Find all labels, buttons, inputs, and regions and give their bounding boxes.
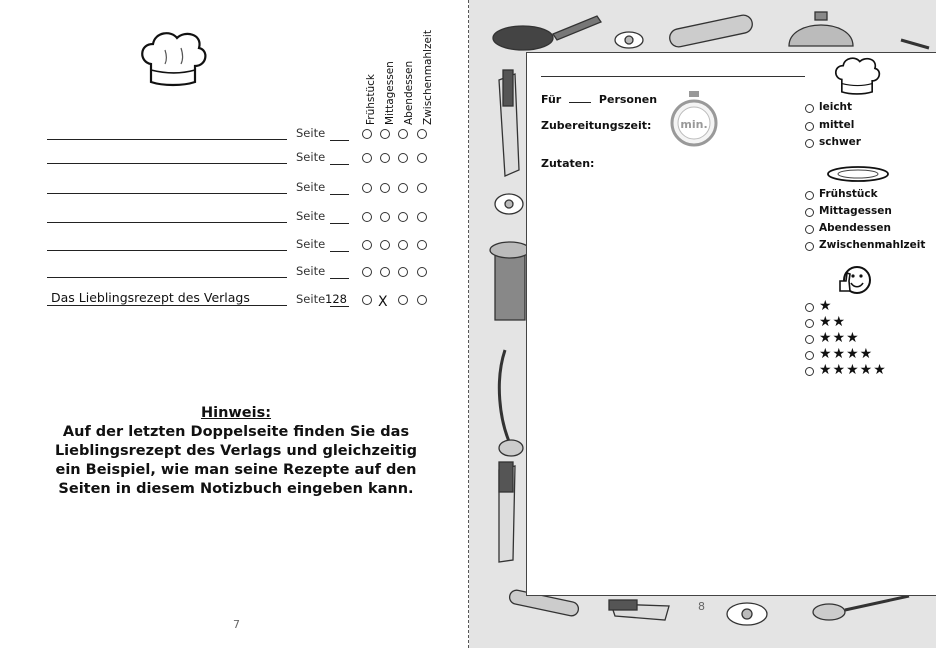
meal-header-snack: Zwischenmahlzeit: [422, 30, 434, 125]
timer-label: min.: [680, 118, 708, 131]
recipe-title-line[interactable]: [47, 163, 287, 164]
recipe-title-line[interactable]: [541, 76, 805, 77]
radio-circle[interactable]: [805, 104, 814, 113]
persons-input-line[interactable]: [569, 102, 591, 103]
plate-icon: [826, 165, 890, 183]
meal-checkbox[interactable]: [380, 153, 390, 163]
index-row: [0, 176, 468, 198]
page-label: Seite: [296, 126, 326, 140]
recipe-title-line[interactable]: [47, 139, 287, 140]
option-label: ★★★: [819, 330, 860, 346]
option-label: Zwischenmahlzeit: [819, 239, 926, 251]
radio-circle[interactable]: [805, 225, 814, 234]
meal-checkbox[interactable]: [417, 153, 427, 163]
meal-checkbox[interactable]: [417, 129, 427, 139]
option-label: mittel: [819, 119, 855, 131]
page-label: Seite: [296, 180, 326, 194]
page-number-line[interactable]: [330, 251, 349, 252]
page-number-line[interactable]: [330, 278, 349, 279]
page-number-left: 7: [233, 618, 240, 631]
page-label: Seite: [296, 150, 326, 164]
meal-checkbox[interactable]: [417, 183, 427, 193]
recipe-title-line[interactable]: [47, 277, 287, 278]
page-label: Seite: [296, 237, 326, 251]
index-row: [0, 233, 468, 255]
radio-circle[interactable]: [805, 242, 814, 251]
meal-header-breakfast: Frühstück: [365, 74, 377, 125]
radio-circle[interactable]: [805, 208, 814, 217]
meal-checkbox[interactable]: [417, 295, 427, 305]
meal-checkbox[interactable]: [380, 240, 390, 250]
radio-circle[interactable]: [805, 335, 814, 344]
meal-checkbox[interactable]: [362, 212, 372, 222]
meal-header-dinner: Abendessen: [403, 60, 415, 125]
page-number-line[interactable]: [330, 194, 349, 195]
page-number-line[interactable]: [330, 164, 349, 165]
recipe-page-number: 128: [325, 292, 347, 306]
meal-checkbox[interactable]: [380, 129, 390, 139]
recipe-title-line[interactable]: [47, 193, 287, 194]
index-row: [0, 122, 468, 144]
recipe-title-line[interactable]: [47, 305, 287, 306]
hint-title: Hinweis:: [200, 405, 272, 421]
meal-checkbox[interactable]: [380, 183, 390, 193]
option-label: Mittagessen: [819, 205, 892, 217]
recipe-card: [526, 52, 936, 596]
meal-checkbox[interactable]: [398, 240, 408, 250]
recipe-title-line[interactable]: [47, 222, 287, 223]
meal-checkbox[interactable]: [380, 267, 390, 277]
page-label: Seite: [296, 292, 326, 306]
radio-circle[interactable]: [805, 122, 814, 131]
meal-checkbox[interactable]: [380, 212, 390, 222]
page-label: Seite: [296, 209, 326, 223]
page-number-right: 8: [698, 600, 705, 613]
index-row: [0, 260, 468, 282]
index-row: [0, 288, 468, 310]
ingredients-label: Zutaten:: [541, 157, 595, 170]
option-label: ★★★★★: [819, 362, 887, 378]
radio-circle[interactable]: [805, 367, 814, 376]
meal-checkbox[interactable]: [398, 153, 408, 163]
option-label: Abendessen: [819, 222, 891, 234]
hint-text: Auf der letzten Doppelseite finden Sie das Lieblingsrezept des Verlags und gleichzeitig ein Beispiel, wie man seine Rezepte auf den Seiten in diesem Notizbuch eingeben kann.: [54, 424, 418, 497]
meal-checkbox[interactable]: [362, 153, 372, 163]
chef-hat-icon: [827, 56, 887, 96]
option-label: leicht: [819, 101, 853, 113]
option-label: Frühstück: [819, 188, 878, 200]
page-label: Seite: [296, 264, 326, 278]
meal-checkbox[interactable]: [417, 267, 427, 277]
meal-check-cross[interactable]: X: [378, 294, 388, 310]
meal-checkbox[interactable]: [398, 295, 408, 305]
meal-checkbox[interactable]: [417, 240, 427, 250]
meal-checkbox[interactable]: [417, 212, 427, 222]
chef-hat-icon: [137, 30, 209, 88]
meal-checkbox[interactable]: [398, 212, 408, 222]
meal-checkbox[interactable]: [362, 240, 372, 250]
option-label: ★★★★: [819, 346, 874, 362]
meal-checkbox[interactable]: [398, 267, 408, 277]
meal-checkbox[interactable]: [362, 183, 372, 193]
radio-circle[interactable]: [805, 191, 814, 200]
thumbs-up-smiley-icon: [837, 263, 871, 297]
radio-circle[interactable]: [805, 303, 814, 312]
meal-header-lunch: Mittagessen: [384, 61, 396, 125]
meal-checkbox[interactable]: [362, 267, 372, 277]
radio-circle[interactable]: [805, 351, 814, 360]
meal-checkbox[interactable]: [398, 183, 408, 193]
stopwatch-icon: [667, 89, 721, 151]
meal-checkbox[interactable]: [362, 129, 372, 139]
meal-checkbox[interactable]: [398, 129, 408, 139]
page-number-line[interactable]: [330, 140, 349, 141]
index-row: [0, 146, 468, 168]
option-label: ★: [819, 298, 833, 314]
meal-checkbox[interactable]: [362, 295, 372, 305]
recipe-title-line[interactable]: [47, 250, 287, 251]
option-label: schwer: [819, 136, 861, 148]
page-number-line[interactable]: [330, 306, 349, 307]
page-number-line[interactable]: [330, 223, 349, 224]
index-row: [0, 205, 468, 227]
prep-time-label: Zubereitungszeit:: [541, 119, 652, 132]
radio-circle[interactable]: [805, 319, 814, 328]
recipe-title: Das Lieblingsrezept des Verlags: [51, 290, 250, 305]
radio-circle[interactable]: [805, 139, 814, 148]
persons-label: Für Personen: [541, 93, 658, 106]
option-label: ★★: [819, 314, 847, 330]
hint-note: [40, 404, 432, 499]
